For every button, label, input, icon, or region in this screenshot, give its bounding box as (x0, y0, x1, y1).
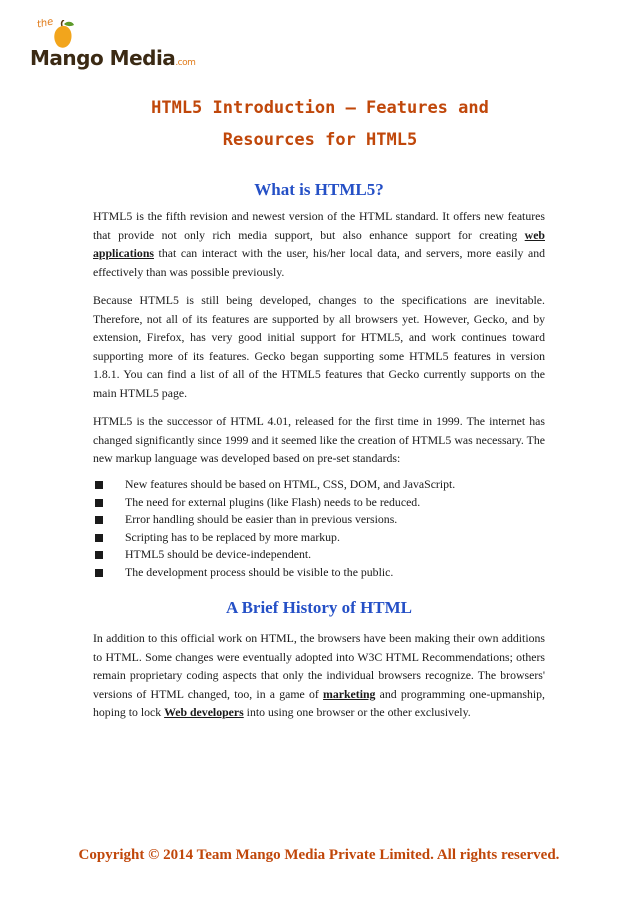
logo-brand-com: .com (175, 58, 196, 68)
title-line-2: Resources for HTML5 (222, 130, 418, 150)
square-bullet-icon (95, 534, 103, 542)
link-web-applications[interactable]: web applications (93, 227, 545, 260)
square-bullet-icon (95, 551, 103, 559)
paragraph-what-is-html5 (93, 207, 545, 281)
list-item: Error handling should be easier than in previous versions. (93, 511, 545, 529)
section-heading-brief-history: A Brief History of HTML (225, 598, 413, 617)
section-heading-what-is-html5: What is HTML5? (254, 180, 384, 199)
square-bullet-icon (95, 481, 103, 489)
p4-text-c: into using one browser or the other exclusively. (243, 705, 471, 719)
mango-media-logo (30, 12, 196, 72)
list-item: The development process should be visible to the public. (93, 564, 545, 582)
list-item: The need for external plugins (like Flash) needs to be reduced. (93, 494, 545, 512)
p4-text-b: and programming one-upmanship, hoping to lock (93, 686, 546, 719)
logo-brand (30, 46, 195, 70)
square-bullet-icon (95, 499, 103, 507)
link-web-developers[interactable]: Web developers (164, 705, 244, 719)
logo-brand-mango: Mango (30, 46, 104, 70)
p4-text-a: In addition to this official work on HTML, the browsers have been making their own additions to HTML. Some changes were eventually adopted into W3C HTML Recommendations; others remain proprietary coding aspects that only the individual browsers recognize. The browsers' versions of HTML changed, too, in a game of (93, 631, 545, 701)
paragraph-gecko-support: Because HTML5 is still being developed, changes to the specifications are inevitable. Therefore, not all of its features are supported by all browsers yet. However, Gecko, and by extension, Firefox, has very good initial support for HTML5, and work continues toward supporting more of its features. Gecko began supporting some HTML5 features in version 1.8.1. You can find a list of all of the HTML5 features that Gecko currently supports on the main HTML5 page. (93, 293, 545, 400)
paragraph-history (93, 629, 545, 722)
copyright-footer: Copyright © 2014 Team Mango Media Private Limited. All rights reserved. (78, 847, 560, 863)
square-bullet-icon (95, 516, 103, 524)
square-bullet-icon (95, 569, 103, 577)
title-line-1: HTML5 Introduction – Features and (151, 98, 489, 118)
list-item: New features should be based on HTML, CSS, DOM, and JavaScript. (93, 476, 545, 494)
list-item: HTML5 should be device-independent. (93, 546, 545, 564)
paragraph-successor: HTML5 is the successor of HTML 4.01, released for the first time in 1999. The internet has changed significantly since 1999 and it seemed like the creation of HTML5 was necessary. The new markup language was developed based on pre-set standards: (93, 414, 545, 465)
logo-brand-media: Media (109, 46, 176, 70)
link-marketing[interactable]: marketing (323, 686, 376, 701)
p1-text-b: that can interact with the user, his/her local data, and servers, more easily and effectively than was possible previously. (93, 246, 545, 279)
logo-the-text: the (36, 16, 55, 31)
document-title (90, 92, 550, 156)
list-item: Scripting has to be replaced by more markup. (93, 529, 545, 547)
standards-list (93, 476, 545, 582)
p1-text-a: HTML5 is the fifth revision and newest version of the HTML standard. It offers new features that provide not only rich media support, but also enhance support for creating (93, 209, 545, 242)
